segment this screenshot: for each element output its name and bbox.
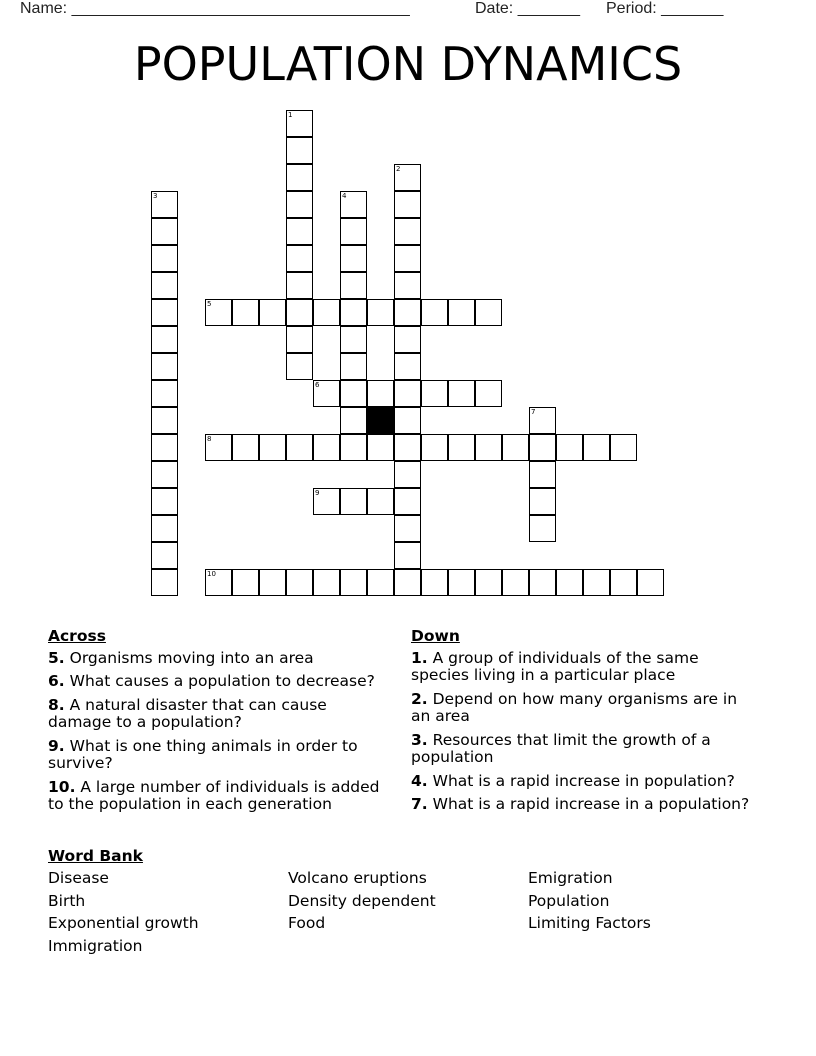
grid-cell[interactable] <box>394 353 421 380</box>
word-bank-item: Birth <box>48 891 86 910</box>
clue-number: 5. <box>48 648 65 667</box>
clue-number: 6. <box>48 672 65 690</box>
grid-cell[interactable] <box>340 380 367 407</box>
grid-cell[interactable] <box>286 137 313 164</box>
grid-cell[interactable] <box>286 326 313 353</box>
grid-cell[interactable] <box>448 569 475 596</box>
grid-cell[interactable] <box>313 434 340 461</box>
grid-cell[interactable] <box>232 299 259 326</box>
grid-cell[interactable] <box>529 569 556 596</box>
grid-cell[interactable] <box>394 542 421 569</box>
clue-number-6: 6 <box>315 381 320 389</box>
word-bank-item: Density dependent <box>288 891 436 910</box>
grid-cell[interactable] <box>421 434 448 461</box>
period-field: Period: _______ <box>606 0 724 17</box>
grid-cell[interactable] <box>259 434 286 461</box>
word-bank-item: Food <box>288 914 326 932</box>
grid-cell[interactable] <box>151 515 178 542</box>
grid-cell[interactable] <box>448 434 475 461</box>
grid-cell[interactable] <box>421 299 448 326</box>
grid-cell[interactable] <box>394 380 421 407</box>
across-clue <box>48 650 393 668</box>
grid-cell[interactable] <box>475 569 502 596</box>
clue-number-4: 4 <box>342 192 347 200</box>
across-clues <box>48 628 393 820</box>
clue-number-2: 2 <box>396 165 401 173</box>
grid-cell[interactable] <box>151 407 178 434</box>
clue-number-10: 10 <box>207 570 216 578</box>
grid-cell[interactable] <box>448 299 475 326</box>
word-bank-item: Immigration <box>48 936 143 955</box>
grid-cell[interactable] <box>286 434 313 461</box>
clue-text: What is a rapid increase in population? <box>427 771 735 790</box>
grid-cell[interactable] <box>475 434 502 461</box>
grid-cell[interactable] <box>286 569 313 596</box>
grid-cell[interactable] <box>502 434 529 461</box>
grid-cell[interactable] <box>259 569 286 596</box>
grid-cell[interactable] <box>367 434 394 461</box>
grid-cell[interactable] <box>394 515 421 542</box>
grid-cell[interactable] <box>340 218 367 245</box>
grid-cell[interactable] <box>475 299 502 326</box>
clue-text: What causes a population to decrease? <box>64 672 375 690</box>
grid-cell[interactable] <box>583 434 610 461</box>
grid-cell[interactable] <box>151 299 178 326</box>
down-clue <box>411 650 756 685</box>
grid-cell[interactable] <box>151 272 178 299</box>
down-heading: Down <box>411 627 460 645</box>
clue-number: 9. <box>48 736 65 755</box>
grid-cell[interactable] <box>367 380 394 407</box>
grid-cell[interactable] <box>637 569 664 596</box>
grid-cell[interactable] <box>394 434 421 461</box>
clue-number-3: 3 <box>153 192 158 200</box>
grid-cell[interactable] <box>394 272 421 299</box>
grid-cell[interactable] <box>340 245 367 272</box>
down-clue <box>411 732 756 767</box>
grid-cell[interactable] <box>286 272 313 299</box>
grid-cell[interactable] <box>583 569 610 596</box>
grid-cell[interactable] <box>394 299 421 326</box>
across-clue <box>48 697 393 732</box>
grid-cell[interactable] <box>394 488 421 515</box>
grid-cell[interactable] <box>394 461 421 488</box>
grid-cell[interactable] <box>151 488 178 515</box>
clue-text: Organisms moving into an area <box>64 648 314 667</box>
grid-cell[interactable] <box>340 353 367 380</box>
grid-cell[interactable] <box>286 191 313 218</box>
grid-cell[interactable] <box>313 380 340 407</box>
grid-cell[interactable] <box>556 569 583 596</box>
grid-cell[interactable] <box>340 326 367 353</box>
grid-cell[interactable] <box>205 299 232 326</box>
word-bank <box>48 845 768 967</box>
grid-cell[interactable] <box>394 191 421 218</box>
clue-text: A group of individuals of the same species living in a particular place <box>411 648 699 684</box>
clue-number: 3. <box>411 730 428 749</box>
grid-cell[interactable] <box>394 326 421 353</box>
clue-text: Resources that limit the growth of a population <box>411 730 711 766</box>
grid-cell[interactable] <box>529 434 556 461</box>
across-heading: Across <box>48 627 106 645</box>
clue-number: 1. <box>411 648 428 667</box>
clue-text: What is one thing animals in order to survive? <box>48 736 358 772</box>
page-title: POPULATION DYNAMICS <box>133 37 683 91</box>
clue-text: A natural disaster that can cause damage to a population? <box>48 695 327 731</box>
grid-cell[interactable] <box>367 299 394 326</box>
grid-cell[interactable] <box>151 353 178 380</box>
grid-cell[interactable] <box>205 434 232 461</box>
grid-cell[interactable] <box>205 569 232 596</box>
name-field: Name: ______________________________________ <box>20 0 410 17</box>
grid-cell[interactable] <box>286 164 313 191</box>
grid-cell[interactable] <box>421 569 448 596</box>
grid-cell[interactable] <box>232 569 259 596</box>
grid-cell[interactable] <box>151 218 178 245</box>
grid-cell[interactable] <box>394 407 421 434</box>
grid-cell[interactable] <box>394 245 421 272</box>
grid-cell[interactable] <box>502 569 529 596</box>
grid-cell[interactable] <box>394 164 421 191</box>
grid-cell[interactable] <box>151 434 178 461</box>
grid-cell[interactable] <box>313 488 340 515</box>
grid-cell[interactable] <box>259 299 286 326</box>
grid-cell[interactable] <box>529 407 556 434</box>
grid-cell[interactable] <box>151 245 178 272</box>
grid-cell[interactable] <box>151 326 178 353</box>
clue-text: A large number of individuals is added to the population in each generation <box>48 777 380 813</box>
down-clue <box>411 796 756 814</box>
grid-cell[interactable] <box>340 434 367 461</box>
grid-cell[interactable] <box>313 569 340 596</box>
clue-number: 4. <box>411 771 428 790</box>
grid-cell[interactable] <box>340 488 367 515</box>
grid-cell[interactable] <box>340 407 367 434</box>
down-clues <box>411 628 756 820</box>
word-bank-item: Disease <box>48 869 109 887</box>
down-clue <box>411 773 756 791</box>
grid-cell[interactable] <box>151 569 178 596</box>
clue-number-8: 8 <box>207 435 212 443</box>
grid-cell[interactable] <box>286 299 313 326</box>
grid-cell[interactable] <box>448 380 475 407</box>
down-clue <box>411 691 756 726</box>
grid-cell[interactable] <box>340 191 367 218</box>
grid-cell[interactable] <box>232 434 259 461</box>
grid-cell[interactable] <box>610 569 637 596</box>
grid-cell[interactable] <box>367 488 394 515</box>
clue-number-9: 9 <box>315 489 320 497</box>
word-bank-heading: Word Bank <box>48 847 143 865</box>
grid-cell[interactable] <box>340 272 367 299</box>
grid-cell[interactable] <box>340 299 367 326</box>
across-clue <box>48 779 393 814</box>
grid-cell[interactable] <box>340 569 367 596</box>
clue-number: 2. <box>411 689 428 708</box>
grid-cell[interactable] <box>151 542 178 569</box>
grid-cell[interactable] <box>610 434 637 461</box>
grid-cell[interactable] <box>394 218 421 245</box>
grid-cell[interactable] <box>475 380 502 407</box>
black-cell <box>367 407 394 434</box>
word-bank-item: Volcano eruptions <box>288 869 427 887</box>
grid-cell[interactable] <box>529 488 556 515</box>
clue-number-5: 5 <box>207 300 212 308</box>
clue-number: 10. <box>48 777 76 796</box>
across-clue <box>48 673 393 691</box>
across-clue <box>48 738 393 773</box>
grid-cell[interactable] <box>394 569 421 596</box>
word-bank-item: Exponential growth <box>48 914 199 932</box>
grid-cell[interactable] <box>286 110 313 137</box>
grid-cell[interactable] <box>313 299 340 326</box>
word-bank-item: Population <box>528 891 610 910</box>
grid-cell[interactable] <box>151 461 178 488</box>
clue-number-1: 1 <box>288 111 293 119</box>
word-bank-item: Emigration <box>528 869 613 887</box>
word-bank-item: Limiting Factors <box>528 914 651 932</box>
clue-text: What is a rapid increase in a population? <box>427 795 750 813</box>
clue-number: 8. <box>48 695 65 714</box>
clue-number: 7. <box>411 795 428 813</box>
date-field: Date: _______ <box>475 0 580 17</box>
grid-cell[interactable] <box>367 569 394 596</box>
grid-cell[interactable] <box>529 461 556 488</box>
grid-cell[interactable] <box>556 434 583 461</box>
grid-cell[interactable] <box>286 353 313 380</box>
grid-cell[interactable] <box>286 245 313 272</box>
clue-number-7: 7 <box>531 408 536 416</box>
clue-text: Depend on how many organisms are in an area <box>411 689 738 725</box>
grid-cell[interactable] <box>151 191 178 218</box>
grid-cell[interactable] <box>151 380 178 407</box>
grid-cell[interactable] <box>286 218 313 245</box>
grid-cell[interactable] <box>421 380 448 407</box>
grid-cell[interactable] <box>529 515 556 542</box>
